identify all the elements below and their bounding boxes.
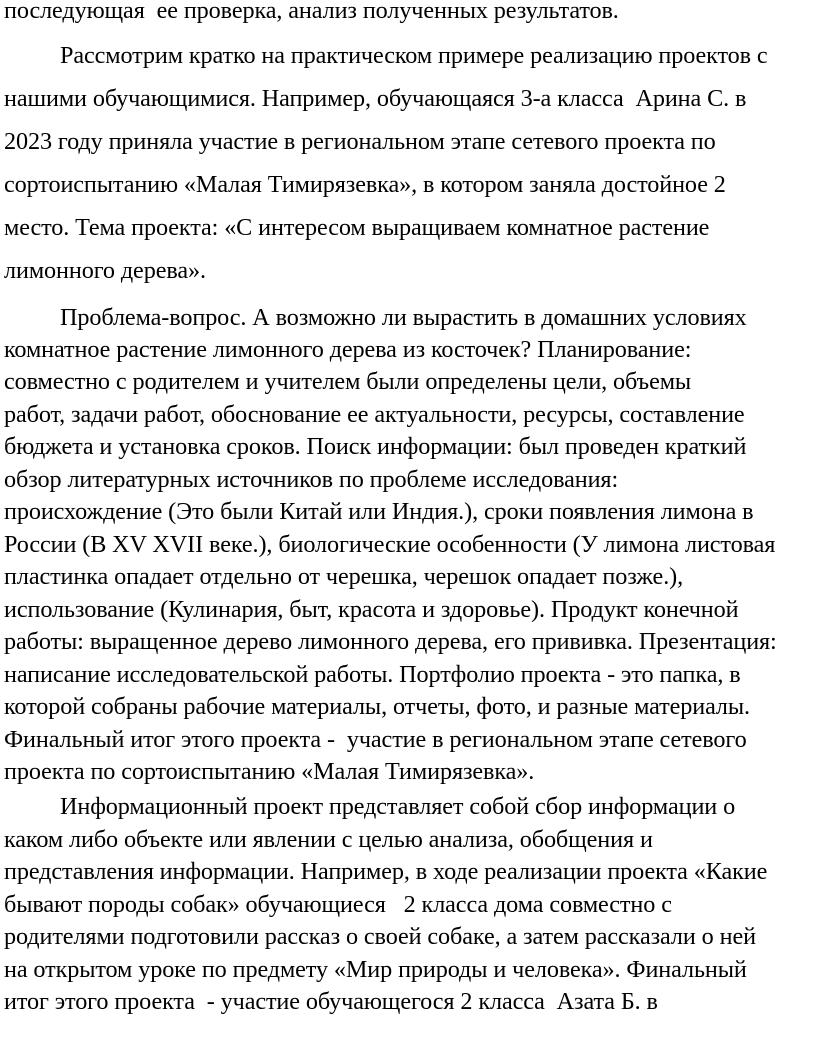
text-line: последующая ее проверка, анализ полученных результатов.: [4, 0, 619, 24]
text-line: написание исследовательской работы. Портфолио проекта - это папка, в: [4, 661, 741, 688]
text-line: нашими обучающимися. Например, обучающаяся 3-а класса Арина С. в: [4, 85, 747, 112]
text-line: бывают породы собак» обучающиеся 2 класса дома совместно с: [4, 891, 672, 918]
text-line: сортоиспытанию «Малая Тимирязевка», в котором заняла достойное 2: [4, 171, 726, 198]
text-line: место. Тема проекта: «С интересом выращиваем комнатное растение: [4, 214, 710, 241]
paragraph-start-line: Рассмотрим кратко на практическом примере реализацию проектов с: [60, 42, 768, 69]
text-line: представления информации. Например, в ходе реализации проекта «Какие: [4, 858, 768, 885]
text-line: бюджета и установка сроков. Поиск информации: был проведен краткий: [4, 433, 747, 460]
text-line: которой собраны рабочие материалы, отчеты, фото, и разные материалы.: [4, 693, 750, 720]
text-line: России (В XV XVII веке.), биологические особенности (У лимона листовая: [4, 531, 776, 558]
paragraph-start-line: Проблема-вопрос. А возможно ли вырастить в домашних условиях: [60, 304, 747, 331]
text-line: происхождение (Это были Китай или Индия.), сроки появления лимона в: [4, 498, 754, 525]
text-line: Финальный итог этого проекта - участие в региональном этапе сетевого: [4, 726, 747, 753]
text-line: работ, задачи работ, обоснование ее актуальности, ресурсы, составление: [4, 401, 745, 428]
text-line: родителями подготовили рассказ о своей собаке, а затем рассказали о ней: [4, 923, 756, 950]
text-line: комнатное растение лимонного дерева из косточек? Планирование:: [4, 336, 692, 363]
text-line: совместно с родителем и учителем были определены цели, объемы: [4, 368, 692, 395]
text-line: 2023 году приняла участие в региональном этапе сетевого проекта по: [4, 128, 716, 155]
text-line: работы: выращенное дерево лимонного дерева, его прививка. Презентация:: [4, 628, 777, 655]
text-line: обзор литературных источников по проблеме исследования:: [4, 466, 619, 493]
text-line: использование (Кулинария, быт, красота и здоровье). Продукт конечной: [4, 596, 739, 623]
text-line: пластинка опадает отдельно от черешка, черешок опадает позже.),: [4, 563, 684, 590]
text-line: проекта по сортоиспытанию «Малая Тимирязевка».: [4, 758, 535, 785]
paragraph-start-line: Информационный проект представляет собой сбор информации о: [60, 793, 736, 820]
text-line: лимонного дерева».: [4, 257, 206, 284]
text-line: на открытом уроке по предмету «Мир природы и человека». Финальный: [4, 956, 747, 983]
text-line: каком либо объекте или явлении с целью анализа, обобщения и: [4, 826, 653, 853]
text-line: итог этого проекта - участие обучающегося 2 класса Азата Б. в: [4, 988, 658, 1015]
